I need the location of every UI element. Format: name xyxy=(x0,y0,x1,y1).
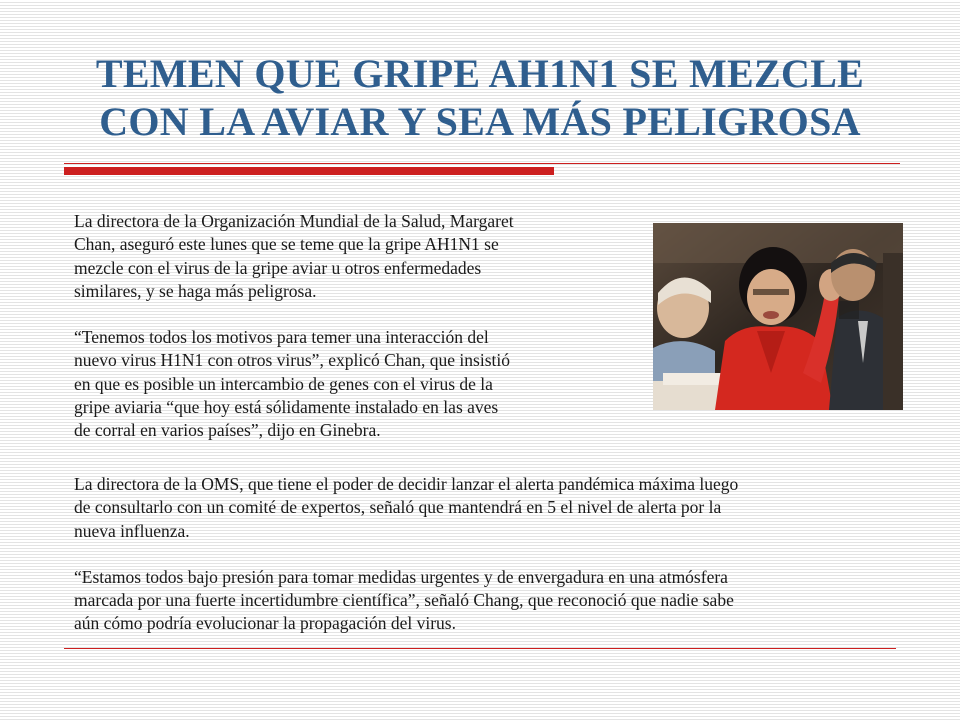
paragraph-3-line: nueva influenza. xyxy=(74,520,190,541)
article-paragraph-1 xyxy=(74,210,644,303)
paragraph-2-line: gripe aviaria “que hoy está sólidamente instalado en las aves xyxy=(74,397,499,418)
bottom-divider xyxy=(64,648,896,649)
paragraph-2-line: de corral en varios países”, dijo en Ginebra. xyxy=(74,420,381,441)
news-photo-icon xyxy=(653,223,903,410)
paragraph-3-line: de consultarlo con un comité de expertos, señaló que mantendrá en 5 el nivel de alerta por la xyxy=(74,497,722,518)
title-divider-thick xyxy=(64,167,554,175)
paragraph-2-line: en que es posible un intercambio de genes con el virus de la xyxy=(74,373,493,394)
paragraph-1-line: Chan, aseguró este lunes que se teme que la gripe AH1N1 se xyxy=(74,234,499,255)
article-paragraph-4 xyxy=(74,566,924,636)
paragraph-1-line: La directora de la Organización Mundial de la Salud, Margaret xyxy=(74,211,514,231)
paragraph-3-line: La directora de la OMS, que tiene el poder de decidir lanzar el alerta pandémica máxima luego xyxy=(74,474,739,494)
paragraph-4-line: aún cómo podría evolucionar la propagación del virus. xyxy=(74,613,456,634)
title-line-1: TEMEN QUE GRIPE AH1N1 SE MEZCLE xyxy=(95,51,865,96)
article-paragraph-3 xyxy=(74,473,924,543)
paragraph-2-line: nuevo virus H1N1 con otros virus”, explicó Chan, que insistió xyxy=(74,350,510,371)
title-line-2: CON LA AVIAR Y SEA MÁS PELIGROSA xyxy=(99,99,861,144)
paragraph-4-line: “Estamos todos bajo presión para tomar medidas urgentes y de envergadura en una atmósfera xyxy=(74,566,728,587)
slide-title xyxy=(40,50,920,146)
paragraph-2-line: “Tenemos todos los motivos para temer una interacción del xyxy=(74,327,489,348)
paragraph-1-line: mezcle con el virus de la gripe aviar u otros enfermedades xyxy=(74,257,482,278)
paragraph-4-line: marcada por una fuerte incertidumbre científica”, señaló Chang, que reconoció que nadie sabe xyxy=(74,590,734,611)
article-column-text xyxy=(74,210,644,443)
article-paragraph-2 xyxy=(74,326,644,442)
paragraph-1-line: similares, y se haga más peligrosa. xyxy=(74,280,317,301)
news-photo xyxy=(653,223,903,410)
title-divider-thin xyxy=(64,163,900,164)
article-full-width-text xyxy=(74,473,924,636)
